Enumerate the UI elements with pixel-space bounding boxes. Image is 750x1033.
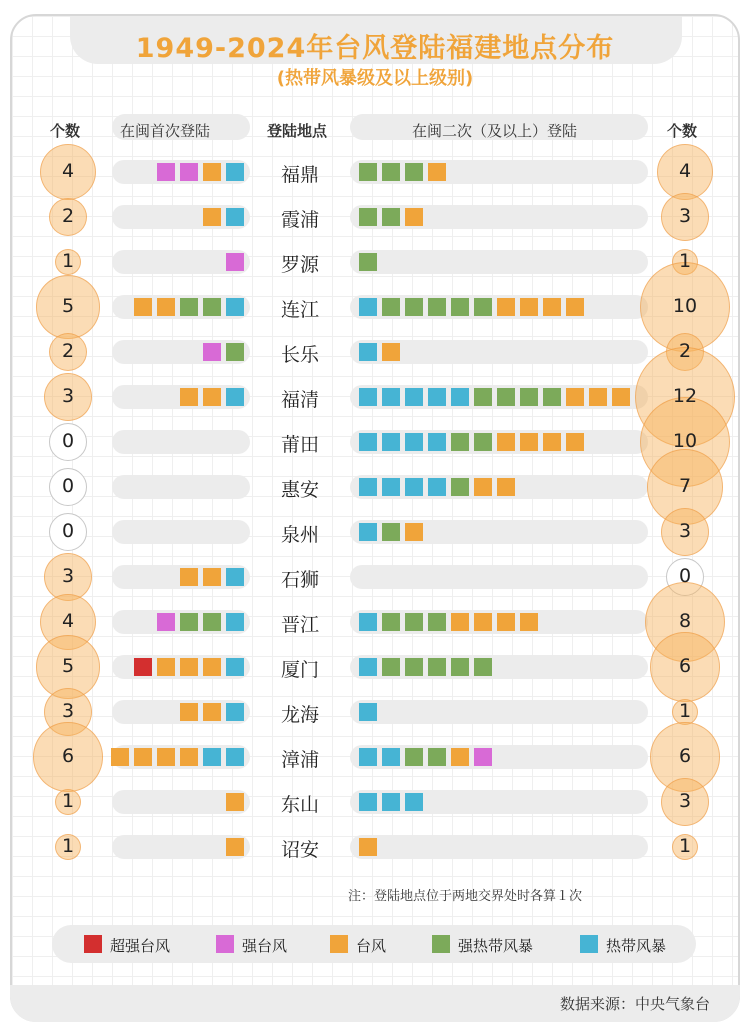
second-landing-cell (359, 163, 377, 181)
first-landing-track (112, 430, 250, 454)
chart-title: 1949-2024年台风登陆福建地点分布 (135, 33, 615, 64)
first-landing-cell (226, 748, 244, 766)
second-landing-cell (382, 613, 400, 631)
second-count-value: 12 (672, 385, 698, 407)
first-landing-track (112, 520, 250, 544)
second-landing-cell (405, 613, 423, 631)
second-count-value: 10 (672, 430, 698, 452)
second-landing-cell (612, 388, 630, 406)
footnote: 注：登陆地点位于两地交界处时各算１次 (348, 889, 583, 904)
first-landing-cell (134, 298, 152, 316)
legend-swatch (580, 935, 598, 953)
first-count-value: 3 (61, 700, 75, 722)
first-landing-cell (226, 703, 244, 721)
first-count-value: 0 (61, 520, 75, 542)
first-count-value: 4 (61, 160, 75, 182)
second-landing-cell (405, 208, 423, 226)
place-label: 惠安 (280, 479, 319, 501)
second-landing-cell (428, 613, 446, 631)
second-landing-header: 在闽二次（及以上）登陆 (412, 122, 578, 140)
second-landing-cell (474, 298, 492, 316)
legend-swatch (330, 935, 348, 953)
first-landing-cell (157, 613, 175, 631)
second-landing-cell (451, 388, 469, 406)
legend-label: 强热带风暴 (458, 937, 534, 955)
second-landing-cell (382, 208, 400, 226)
first-landing-cell (180, 658, 198, 676)
second-landing-cell (520, 298, 538, 316)
first-landing-cell (180, 568, 198, 586)
second-landing-track (350, 700, 648, 724)
second-count-value: 2 (678, 340, 692, 362)
first-landing-cell (157, 658, 175, 676)
second-landing-cell (405, 523, 423, 541)
place-label: 龙海 (280, 704, 319, 726)
first-landing-cell (203, 613, 221, 631)
second-landing-cell (428, 298, 446, 316)
second-landing-cell (520, 613, 538, 631)
first-landing-cell (111, 748, 129, 766)
second-count-value: 8 (678, 610, 692, 632)
first-landing-cell (203, 298, 221, 316)
first-landing-cell (203, 748, 221, 766)
second-landing-cell (474, 748, 492, 766)
first-landing-cell (203, 388, 221, 406)
first-count-value: 3 (61, 565, 75, 587)
second-landing-cell (497, 613, 515, 631)
second-landing-cell (405, 748, 423, 766)
first-landing-track (112, 475, 250, 499)
first-landing-cell (203, 568, 221, 586)
second-landing-track (350, 835, 648, 859)
first-landing-cell (203, 343, 221, 361)
second-landing-cell (428, 658, 446, 676)
first-landing-cell (134, 658, 152, 676)
place-label: 诏安 (280, 839, 319, 861)
second-count-value: 3 (678, 205, 692, 227)
place-label: 泉州 (280, 524, 319, 546)
second-count-value: 6 (678, 745, 692, 767)
second-landing-cell (474, 433, 492, 451)
second-landing-cell (359, 478, 377, 496)
second-landing-cell (497, 388, 515, 406)
second-landing-track (350, 565, 648, 589)
first-landing-cell (226, 613, 244, 631)
second-landing-cell (359, 793, 377, 811)
place-label: 福清 (280, 389, 319, 411)
second-landing-cell (520, 433, 538, 451)
second-landing-cell (359, 208, 377, 226)
first-landing-cell (180, 613, 198, 631)
second-landing-cell (428, 163, 446, 181)
first-count-value: 1 (61, 835, 75, 857)
left-count-header: 个数 (50, 122, 81, 140)
second-landing-cell (359, 253, 377, 271)
data-source: 数据来源：中央气象台 (559, 995, 710, 1013)
first-count-value: 4 (61, 610, 75, 632)
first-landing-cell (226, 388, 244, 406)
second-count-value: 0 (678, 565, 692, 587)
second-landing-cell (382, 793, 400, 811)
first-count-value: 2 (61, 340, 75, 362)
first-count-value: 5 (61, 655, 75, 677)
second-landing-cell (405, 433, 423, 451)
second-landing-cell (428, 748, 446, 766)
second-count-value: 1 (678, 250, 692, 272)
second-landing-cell (428, 478, 446, 496)
place-label: 石狮 (280, 569, 319, 591)
first-landing-cell (226, 163, 244, 181)
first-count-value: 3 (61, 385, 75, 407)
first-count-value: 5 (61, 295, 75, 317)
second-count-value: 3 (678, 520, 692, 542)
place-label: 霞浦 (280, 209, 319, 231)
second-landing-cell (359, 703, 377, 721)
second-landing-cell (382, 163, 400, 181)
second-landing-cell (520, 388, 538, 406)
first-landing-cell (203, 658, 221, 676)
first-landing-cell (180, 748, 198, 766)
second-landing-track (350, 250, 648, 274)
legend-label: 强台风 (242, 937, 288, 955)
second-landing-cell (359, 613, 377, 631)
second-landing-cell (543, 433, 561, 451)
second-landing-cell (382, 658, 400, 676)
second-landing-cell (451, 478, 469, 496)
second-landing-cell (451, 298, 469, 316)
second-landing-cell (405, 163, 423, 181)
place-label: 长乐 (280, 344, 319, 366)
second-count-value: 3 (678, 790, 692, 812)
place-label: 厦门 (280, 659, 319, 681)
first-landing-cell (226, 568, 244, 586)
first-landing-cell (157, 163, 175, 181)
first-landing-cell (180, 703, 198, 721)
legend-swatch (216, 935, 234, 953)
second-landing-cell (359, 343, 377, 361)
second-landing-cell (589, 388, 607, 406)
first-landing-cell (157, 748, 175, 766)
second-landing-cell (405, 478, 423, 496)
second-landing-cell (543, 388, 561, 406)
first-landing-cell (180, 163, 198, 181)
second-landing-cell (428, 433, 446, 451)
first-landing-cell (157, 298, 175, 316)
second-count-value: 1 (678, 835, 692, 857)
first-landing-cell (226, 793, 244, 811)
second-landing-cell (474, 388, 492, 406)
second-landing-cell (382, 343, 400, 361)
second-landing-cell (359, 523, 377, 541)
legend-swatch (432, 935, 450, 953)
first-count-value: 0 (61, 475, 75, 497)
place-header: 登陆地点 (267, 122, 328, 140)
second-landing-cell (382, 523, 400, 541)
legend-label: 热带风暴 (606, 937, 667, 955)
second-landing-cell (497, 298, 515, 316)
second-landing-cell (405, 298, 423, 316)
second-landing-cell (382, 433, 400, 451)
first-landing-cell (203, 163, 221, 181)
first-landing-cell (180, 388, 198, 406)
second-count-value: 4 (678, 160, 692, 182)
place-label: 连江 (280, 299, 319, 321)
second-count-value: 1 (678, 700, 692, 722)
second-landing-cell (497, 433, 515, 451)
second-landing-cell (405, 658, 423, 676)
first-count-value: 1 (61, 790, 75, 812)
second-landing-cell (359, 658, 377, 676)
second-landing-cell (428, 388, 446, 406)
second-landing-cell (543, 298, 561, 316)
first-count-value: 2 (61, 205, 75, 227)
second-landing-cell (566, 298, 584, 316)
second-landing-cell (359, 433, 377, 451)
second-landing-cell (566, 433, 584, 451)
first-landing-cell (226, 253, 244, 271)
first-landing-cell (226, 208, 244, 226)
second-landing-cell (451, 748, 469, 766)
first-landing-cell (134, 748, 152, 766)
second-landing-cell (382, 388, 400, 406)
second-landing-cell (359, 838, 377, 856)
first-landing-cell (203, 703, 221, 721)
second-count-value: 10 (672, 295, 698, 317)
second-landing-cell (359, 388, 377, 406)
first-landing-header: 在闽首次登陆 (120, 122, 211, 140)
first-landing-cell (226, 343, 244, 361)
second-landing-cell (382, 748, 400, 766)
second-count-value: 7 (678, 475, 692, 497)
place-label: 漳浦 (280, 749, 319, 771)
second-landing-cell (474, 658, 492, 676)
second-landing-cell (405, 793, 423, 811)
second-landing-cell (451, 433, 469, 451)
place-label: 晋江 (280, 614, 319, 636)
place-label: 东山 (280, 794, 319, 816)
second-count-value: 6 (678, 655, 692, 677)
first-landing-cell (226, 658, 244, 676)
legend-swatch (84, 935, 102, 953)
second-landing-cell (359, 298, 377, 316)
second-landing-cell (497, 478, 515, 496)
place-label: 福鼎 (280, 164, 319, 186)
second-landing-cell (382, 298, 400, 316)
second-landing-cell (474, 613, 492, 631)
second-landing-cell (566, 388, 584, 406)
first-count-value: 6 (61, 745, 75, 767)
legend-label: 台风 (356, 937, 387, 955)
first-landing-cell (180, 298, 198, 316)
second-landing-cell (451, 613, 469, 631)
second-landing-cell (451, 658, 469, 676)
legend-label: 超强台风 (110, 937, 171, 955)
second-landing-cell (382, 478, 400, 496)
first-count-value: 0 (61, 430, 75, 452)
second-landing-cell (405, 388, 423, 406)
second-landing-cell (359, 748, 377, 766)
second-landing-cell (474, 478, 492, 496)
right-count-header: 个数 (667, 122, 698, 140)
first-landing-cell (203, 208, 221, 226)
first-landing-cell (226, 298, 244, 316)
place-label: 莆田 (280, 434, 319, 456)
place-label: 罗源 (280, 254, 319, 276)
first-count-value: 1 (61, 250, 75, 272)
first-landing-cell (226, 838, 244, 856)
chart-subtitle: (热带风暴级及以上级别) (276, 68, 474, 89)
